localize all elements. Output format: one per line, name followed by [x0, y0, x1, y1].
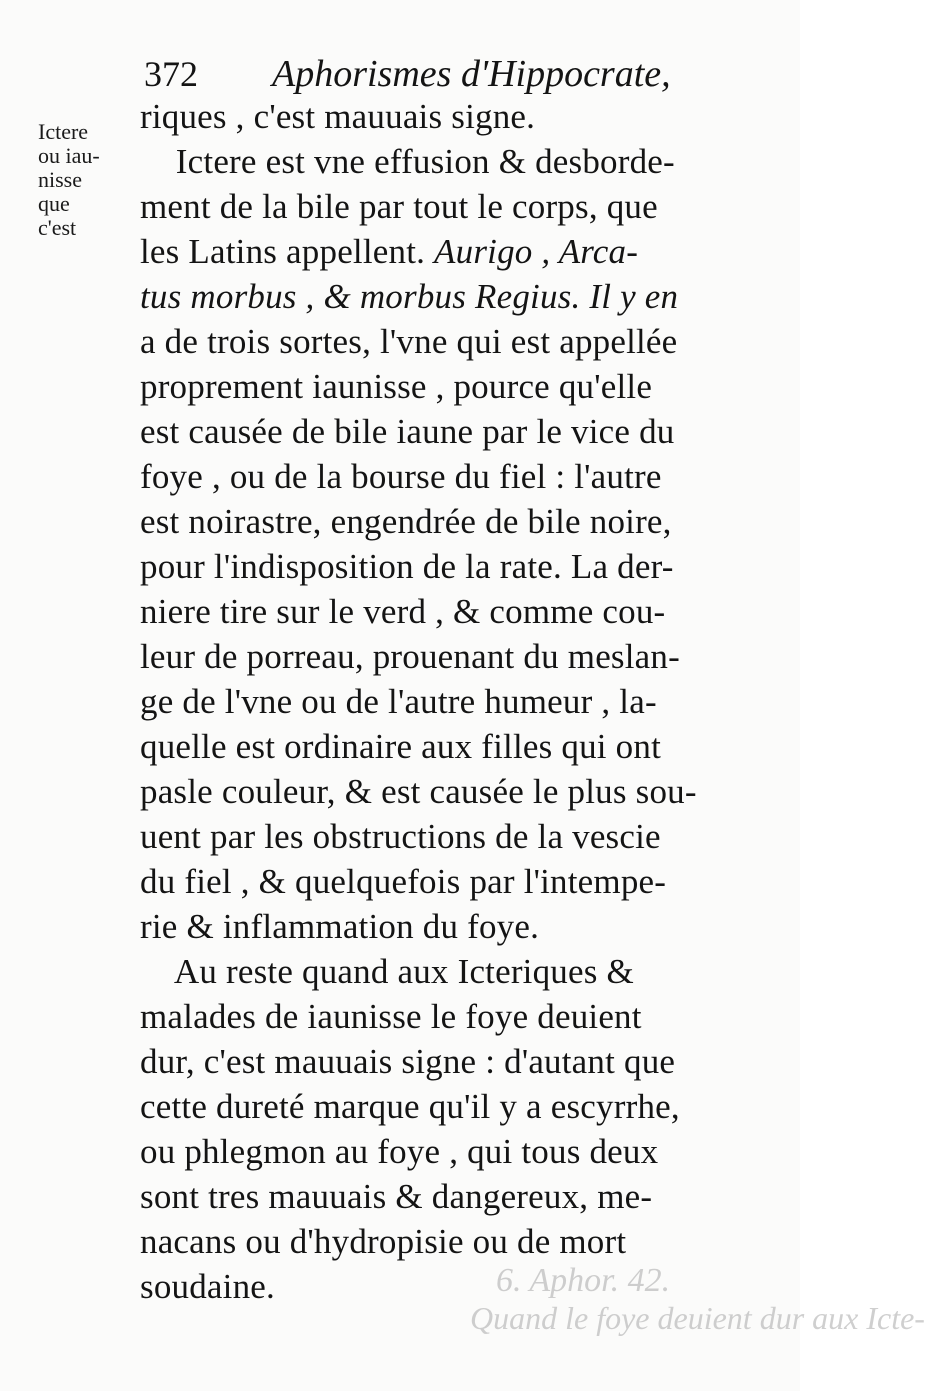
- text-line: rie & inflammation du foye.: [140, 907, 540, 946]
- text-line: leur de porreau, prouenant du meslan-: [140, 637, 680, 676]
- text-line-roman: les Latins appellent.: [140, 232, 426, 271]
- text-line: foye , ou de la bourse du fiel : l'autre: [140, 457, 662, 496]
- text-line: est noirastre, engendrée de bile noire,: [140, 502, 672, 541]
- text-line: uent par les obstructions de la vescie: [140, 817, 661, 856]
- text-line: est causée de bile iaune par le vice du: [140, 412, 675, 451]
- body-text: [140, 94, 760, 1309]
- text-line: riques , c'est mauuais signe.: [140, 97, 536, 136]
- text-line: soudaine.: [140, 1267, 275, 1306]
- text-line: pasle couleur, & est causée le plus sou-: [140, 772, 697, 811]
- text-line: [140, 274, 760, 319]
- text-line: malades de iaunisse le foye deuient: [140, 997, 642, 1036]
- text-line: pour l'indisposition de la rate. La der-: [140, 547, 674, 586]
- bleed-through-text: Quand le foye deuient dur aux Icte-: [470, 1300, 925, 1336]
- bleed-through-text: 6. Aphor. 42.: [496, 1262, 671, 1299]
- text-line: ge de l'vne ou de l'autre humeur , la-: [140, 682, 657, 721]
- marginal-note-line: Ictere: [38, 119, 89, 144]
- text-line: ment de la bile par tout le corps, que: [140, 187, 658, 226]
- marginal-note: [38, 120, 128, 240]
- latin-term: Aurigo , Arca-: [434, 232, 639, 271]
- text-line: proprement iaunisse , pource qu'elle: [140, 367, 653, 406]
- text-line: ou phlegmon au foye , qui tous deux: [140, 1132, 659, 1171]
- text-line: sont tres mauuais & dangereux, me-: [140, 1177, 653, 1216]
- text-line: cette dureté marque qu'il y a escyrrhe,: [140, 1087, 680, 1126]
- text-line: nacans ou d'hydropisie ou de mort: [140, 1222, 627, 1261]
- page-number: 372: [144, 54, 198, 94]
- text-line: du fiel , & quelquefois par l'intempe-: [140, 862, 667, 901]
- text-line: Au reste quand aux Icteriques &: [140, 952, 634, 991]
- marginal-note-line: que: [38, 191, 70, 216]
- marginal-note-line: ou iau-: [38, 143, 100, 168]
- text-line: niere tire sur le verd , & comme cou-: [140, 592, 666, 631]
- text-line: [140, 229, 760, 274]
- latin-term: tus morbus , & morbus Regius. Il y en: [140, 277, 679, 316]
- text-line: Ictere est vne effusion & desborde-: [140, 142, 675, 181]
- text-line: quelle est ordinaire aux filles qui ont: [140, 727, 661, 766]
- running-title: Aphorismes d'Hippocrate,: [272, 53, 671, 95]
- text-line: dur, c'est mauuais signe : d'autant que: [140, 1042, 676, 1081]
- marginal-note-line: c'est: [38, 215, 77, 240]
- marginal-note-line: nisse: [38, 167, 82, 192]
- text-line: a de trois sortes, l'vne qui est appellée: [140, 322, 678, 361]
